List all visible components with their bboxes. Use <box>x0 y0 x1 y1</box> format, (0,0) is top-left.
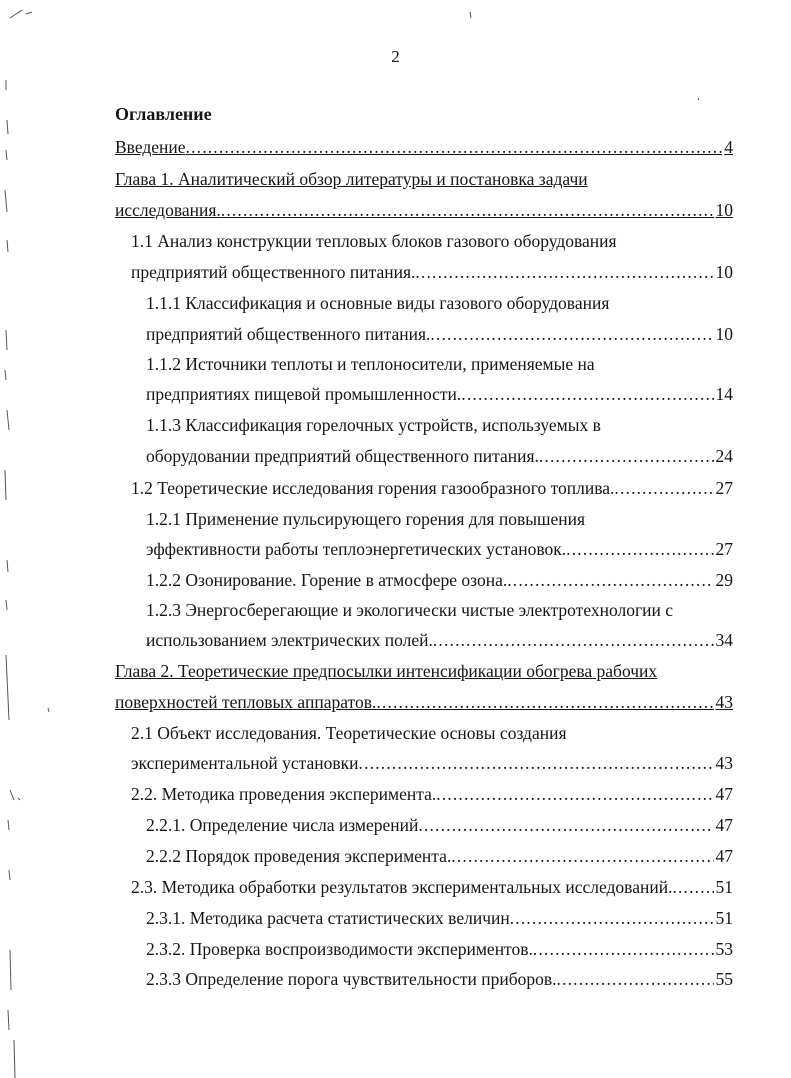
toc-entry-2-3-1[interactable]: 2.3.1. Методика расчета статистических величин . . . 51 <box>146 905 733 931</box>
toc-entry-2-2-2[interactable]: 2.2.2 Порядок проведения эксперимента. . . . 47 <box>146 843 733 869</box>
toc-entry-1-1-1-cont[interactable]: предприятий общественного питания. . . . 10 <box>146 321 733 347</box>
toc-title: Оглавление <box>115 104 212 124</box>
toc-entry-chapter1-title[interactable]: Глава 1. Аналитический обзор литературы и постановка задачи <box>115 169 588 189</box>
toc-entry-1-1-3-title[interactable]: 1.1.3 Классификация горелочных устройств, используемых в <box>146 415 601 435</box>
toc-entry-1-2-2[interactable]: 1.2.2 Озонирование. Горение в атмосфере озона. . . . 29 <box>146 567 733 593</box>
toc-entry-1-2-1-title[interactable]: 1.2.1 Применение пульсирующего горения для повышения <box>146 509 586 529</box>
toc-entry-1-1-title[interactable]: 1.1 Анализ конструкции тепловых блоков газового оборудования <box>131 231 617 251</box>
toc-entry-1-1-2-title[interactable]: 1.1.2 Источники теплоты и теплоносители, применяемые на <box>146 354 595 374</box>
toc-entry-2-2[interactable]: 2.2. Методика проведения эксперимента. . . . 47 <box>131 781 733 807</box>
toc-entry-1-1-1-title[interactable]: 1.1.1 Классификация и основные виды газового оборудования <box>146 293 610 313</box>
toc-entry-1-1-cont[interactable]: предприятий общественного питания. . . . 10 <box>131 259 733 285</box>
toc-entry-chapter1-cont[interactable]: исследования. . . . 10 <box>115 197 733 223</box>
toc-entry-1-1-3-cont[interactable]: оборудовании предприятий общественного питания. . . . 24 <box>146 443 733 469</box>
toc-entry-1-1-2-cont[interactable]: предприятиях пищевой промышленности. . . . 14 <box>146 381 733 407</box>
toc-entry-2-3-2[interactable]: 2.3.2. Проверка воспроизводимости экспериментов. . . . 53 <box>146 936 733 962</box>
toc-entry-2-2-1[interactable]: 2.2.1. Определение числа измерений . . . 47 <box>146 812 733 838</box>
page-number: 2 <box>391 47 400 66</box>
toc-entry-2-3[interactable]: 2.3. Методика обработки результатов экспериментальных исследований. . . . 51 <box>131 874 733 900</box>
toc-entry-1-2-1-cont[interactable]: эффективности работы теплоэнергетических установок. . . . 27 <box>146 536 733 562</box>
toc-entry-1-2[interactable]: 1.2 Теоретические исследования горения газообразного топлива. . . . 27 <box>131 475 733 501</box>
toc-entry-1-2-3-cont[interactable]: использованием электрических полей. . . . 34 <box>146 627 733 653</box>
toc-entry-chapter2-cont[interactable]: поверхностей тепловых аппаратов. . . . 43 <box>115 689 733 715</box>
toc-entry-2-3-3[interactable]: 2.3.3 Определение порога чувствительности приборов. . . . 55 <box>146 966 733 992</box>
toc-entry-chapter2-title[interactable]: Глава 2. Теоретические предпосылки интенсификации обогрева рабочих <box>115 661 658 681</box>
toc-entry-2-1-cont[interactable]: экспериментальной установки . . . 43 <box>131 750 733 776</box>
toc-entry-2-1-title[interactable]: 2.1 Объект исследования. Теоретические основы создания <box>131 723 567 743</box>
toc-entry-1-2-3-title[interactable]: 1.2.3 Энергосберегающие и экологически чистые электротехнологии с <box>146 600 674 620</box>
toc-entry-introduction[interactable]: Введение . . . 4 <box>115 134 733 160</box>
